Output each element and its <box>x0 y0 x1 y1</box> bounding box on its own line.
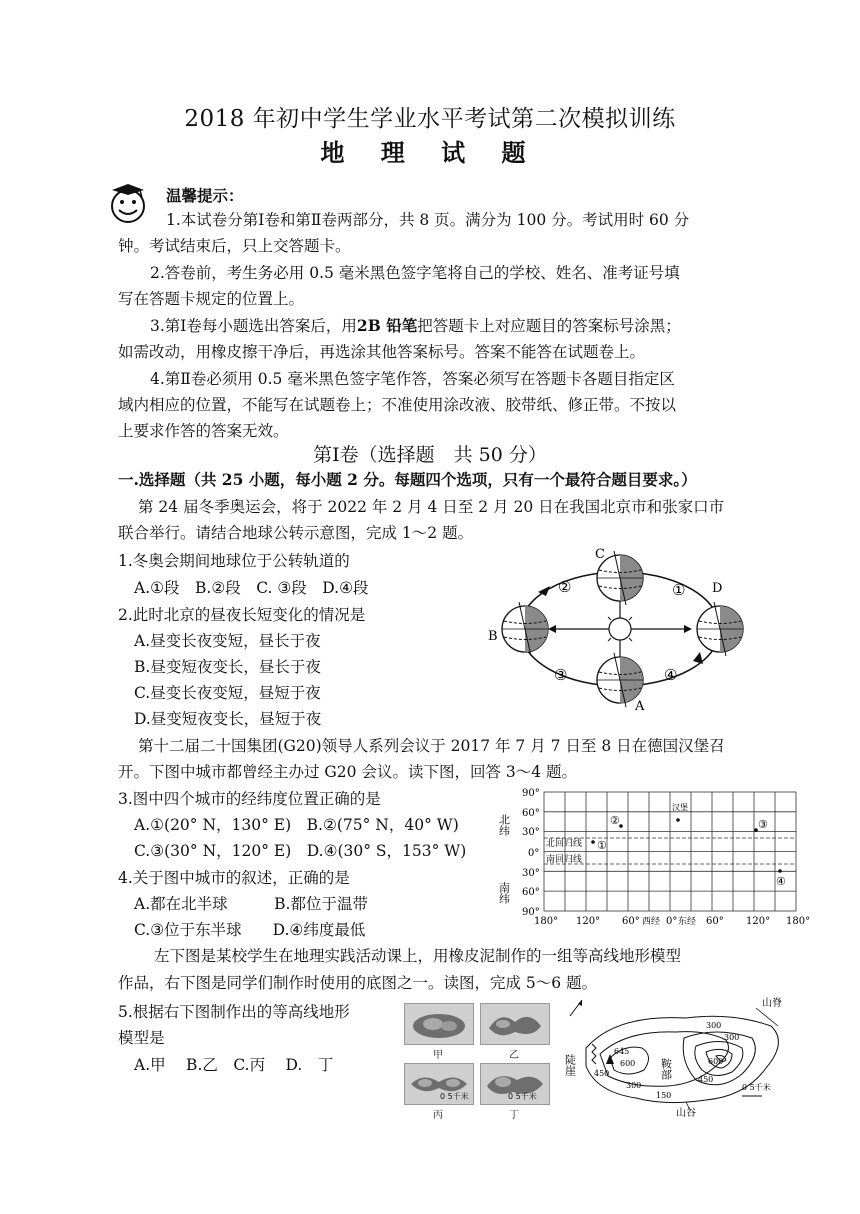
latlon-grid-map <box>497 784 815 929</box>
contour-value: 600 <box>620 1059 636 1068</box>
passage2-line: 第十二届二十国集团(G20)领导人系列会议于 2017 年 7 月 7 日至 8 日在德国汉堡召 <box>138 737 725 755</box>
lat-label: 60° <box>522 808 540 819</box>
q3-stem: 3.图中四个城市的经纬度位置正确的是 <box>118 790 381 808</box>
lat-label: 30° <box>522 868 540 879</box>
valley-label: 山谷 <box>676 1108 696 1119</box>
passage1-line: 联合举行。请结合地球公转示意图，完成 1～2 题。 <box>118 524 474 542</box>
contour-value: 645 <box>614 1047 630 1056</box>
city-4-marker: ④ <box>776 875 786 888</box>
orbit-segment-2: ② <box>558 578 572 596</box>
q3-options-ab[interactable]: A.①(20° N，130° E) B.②(75° N，40° W) <box>134 816 459 834</box>
notice-heading: 温馨提示： <box>166 186 244 205</box>
tropic-s-label: 南回归线 <box>546 855 583 865</box>
lon-label: 120° <box>746 916 771 927</box>
notice-line: 上要求作答的答案无效。 <box>118 422 289 440</box>
lon-label: 东经 <box>678 917 697 927</box>
lat-label: 60° <box>522 887 540 898</box>
q4-stem: 4.关于图中城市的叙述，正确的是 <box>118 869 350 887</box>
lon-label: 60° <box>706 916 724 927</box>
globe-d-icon <box>697 602 743 656</box>
q5-options[interactable]: A.甲 B.乙 C.丙 D. 丁 <box>134 1056 334 1074</box>
q2-option-d[interactable]: D.昼变短夜变长，昼短于夜 <box>134 710 322 728</box>
contour-value: 450 <box>698 1075 714 1084</box>
orbit-segment-4: ④ <box>664 666 678 684</box>
earth-orbit-diagram <box>480 540 750 715</box>
model-label-ding: 丁 <box>509 1110 519 1121</box>
model-label-yi: 乙 <box>509 1050 519 1061</box>
contour-value: 300 <box>724 1033 740 1042</box>
notice-line: 2.答卷前，考生务必用 0.5 毫米黑色签字笔将自己的学校、姓名、准考证号填 <box>150 264 680 282</box>
contour-scale-label: 0 5千米 <box>742 1083 771 1092</box>
part1-instruction: 一.选择题（共 25 小题，每小题 2 分。每题四个选项，只有一个最符合题目要求。） <box>118 470 697 489</box>
q5-stem: 5.根据右下图制作出的等高线地形 <box>118 1003 350 1021</box>
subject-title: 地 理 试 题 <box>320 138 540 167</box>
lat-label: 30° <box>522 827 540 838</box>
lon-label: 180° <box>534 916 559 927</box>
q2-option-a[interactable]: A.昼变长夜变短，昼长于夜 <box>134 632 321 650</box>
lon-label: 0° <box>666 916 678 927</box>
hamburg-label: 汉堡 <box>672 803 688 812</box>
q1-options[interactable]: A.①段 B.②段 C. ③段 D.④段 <box>134 579 369 597</box>
model-photo-jia <box>404 1003 474 1045</box>
south-latitude-label: 南纬 <box>497 882 511 904</box>
contour-value: 600 <box>708 1057 724 1066</box>
contour-value: 450 <box>594 1069 610 1078</box>
q4-options-ab[interactable]: A.都在北半球 B.都位于温带 <box>134 895 368 913</box>
passage3-line: 作品，右下图是同学们制作时使用的底图之一。读图，完成 5～6 题。 <box>118 974 598 992</box>
notice-text: 把答题卡上对应题目的答案标号涂黑； <box>417 317 681 335</box>
notice-line: 4.第Ⅱ卷必须用 0.5 毫米黑色签字笔作答，答案必须写在答题卡各题目指定区 <box>150 370 675 388</box>
saddle-label: 鞍部 <box>659 1058 673 1080</box>
lon-label: 180° <box>786 916 811 927</box>
ridge-label: 山脊 <box>762 998 782 1009</box>
notice-line: 域内相应的位置，不能写在试题卷上；不准使用涂改液、胶带纸、修正带。不按以 <box>118 396 677 414</box>
contour-value: 300 <box>706 1021 722 1030</box>
orbit-label-a: A <box>635 699 645 714</box>
orbit-label-d: D <box>712 581 723 596</box>
model-label-bing: 丙 <box>433 1110 443 1121</box>
lon-label: 60° <box>622 916 640 927</box>
cliff-label: 陡崖 <box>563 1054 577 1076</box>
q2-option-c[interactable]: C.昼变长夜变短，昼短于夜 <box>134 684 321 702</box>
north-latitude-label: 北纬 <box>497 814 511 836</box>
globe-b-icon <box>502 602 548 656</box>
notice-line: 如需改动，用橡皮擦干净后，再选涂其他答案标号。答案不能答在试题卷上。 <box>118 343 646 361</box>
notice-line: 1.本试卷分第Ⅰ卷和第Ⅱ卷两部分，共 8 页。满分为 100 分。考试用时 60 分 <box>166 211 690 229</box>
notice-text: 3.第Ⅰ卷每小题选出答案后，用 <box>150 317 357 335</box>
notice-line <box>150 314 681 336</box>
lon-label: 120° <box>576 916 601 927</box>
city-2-marker: ② <box>610 814 620 827</box>
orbit-segment-3: ③ <box>554 666 568 684</box>
tropic-n-label: 北回归线 <box>546 839 583 849</box>
model-photo-yi <box>480 1003 550 1045</box>
orbit-label-c: C <box>595 547 605 562</box>
model-label-jia: 甲 <box>433 1050 443 1061</box>
model-scale-label: 0 5千米 <box>508 1092 537 1101</box>
lat-label: 0° <box>528 848 540 859</box>
exam-title: 2018 年初中学生学业水平考试第二次模拟训练 <box>184 106 676 132</box>
contour-value: 300 <box>626 1081 642 1090</box>
orbit-segment-1: ① <box>672 581 686 599</box>
q3-options-cd[interactable]: C.③(30° N，120° E) D.④(30° S，153° W) <box>134 842 467 860</box>
passage1-line: 第 24 届冬季奥运会，将于 2022 年 2 月 4 日至 2 月 20 日在我国北京市和张家口市 <box>138 498 725 516</box>
passage3-line: 左下图是某校学生在地理实践活动课上，用橡皮泥制作的一组等高线地形模型 <box>154 947 682 965</box>
contour-map <box>556 996 806 1120</box>
lon-label: 西经 <box>642 917 661 927</box>
notice-line: 写在答题卡规定的位置上。 <box>118 290 305 308</box>
notice-bold-pencil: 2B 铅笔 <box>356 316 418 335</box>
smiley-graduate-icon <box>106 180 152 224</box>
orbit-label-b: B <box>488 629 498 644</box>
q4-options-cd[interactable]: C.③位于东半球 D.④纬度最低 <box>134 921 366 939</box>
city-1-marker: ① <box>597 839 607 852</box>
model-scale-label: 0 5千米 <box>440 1092 469 1101</box>
q2-stem: 2.此时北京的昼夜长短变化的情况是 <box>118 606 366 624</box>
contour-value: 150 <box>656 1091 672 1100</box>
part1-title: 第Ⅰ卷（选择题 共 50 分） <box>313 444 547 466</box>
lat-label: 90° <box>522 788 540 799</box>
q1-stem: 1.冬奥会期间地球位于公转轨道的 <box>118 552 350 570</box>
notice-line: 钟。考试结束后，只上交答题卡。 <box>118 237 351 255</box>
lat-label: 90° <box>522 907 540 918</box>
city-3-marker: ③ <box>758 818 768 831</box>
passage2-line: 开。下图中城市都曾经主办过 G20 会议。读下图，回答 3～4 题。 <box>118 763 578 781</box>
q5-stem: 模型是 <box>118 1029 165 1047</box>
q2-option-b[interactable]: B.昼变短夜变长，昼长于夜 <box>134 658 321 676</box>
